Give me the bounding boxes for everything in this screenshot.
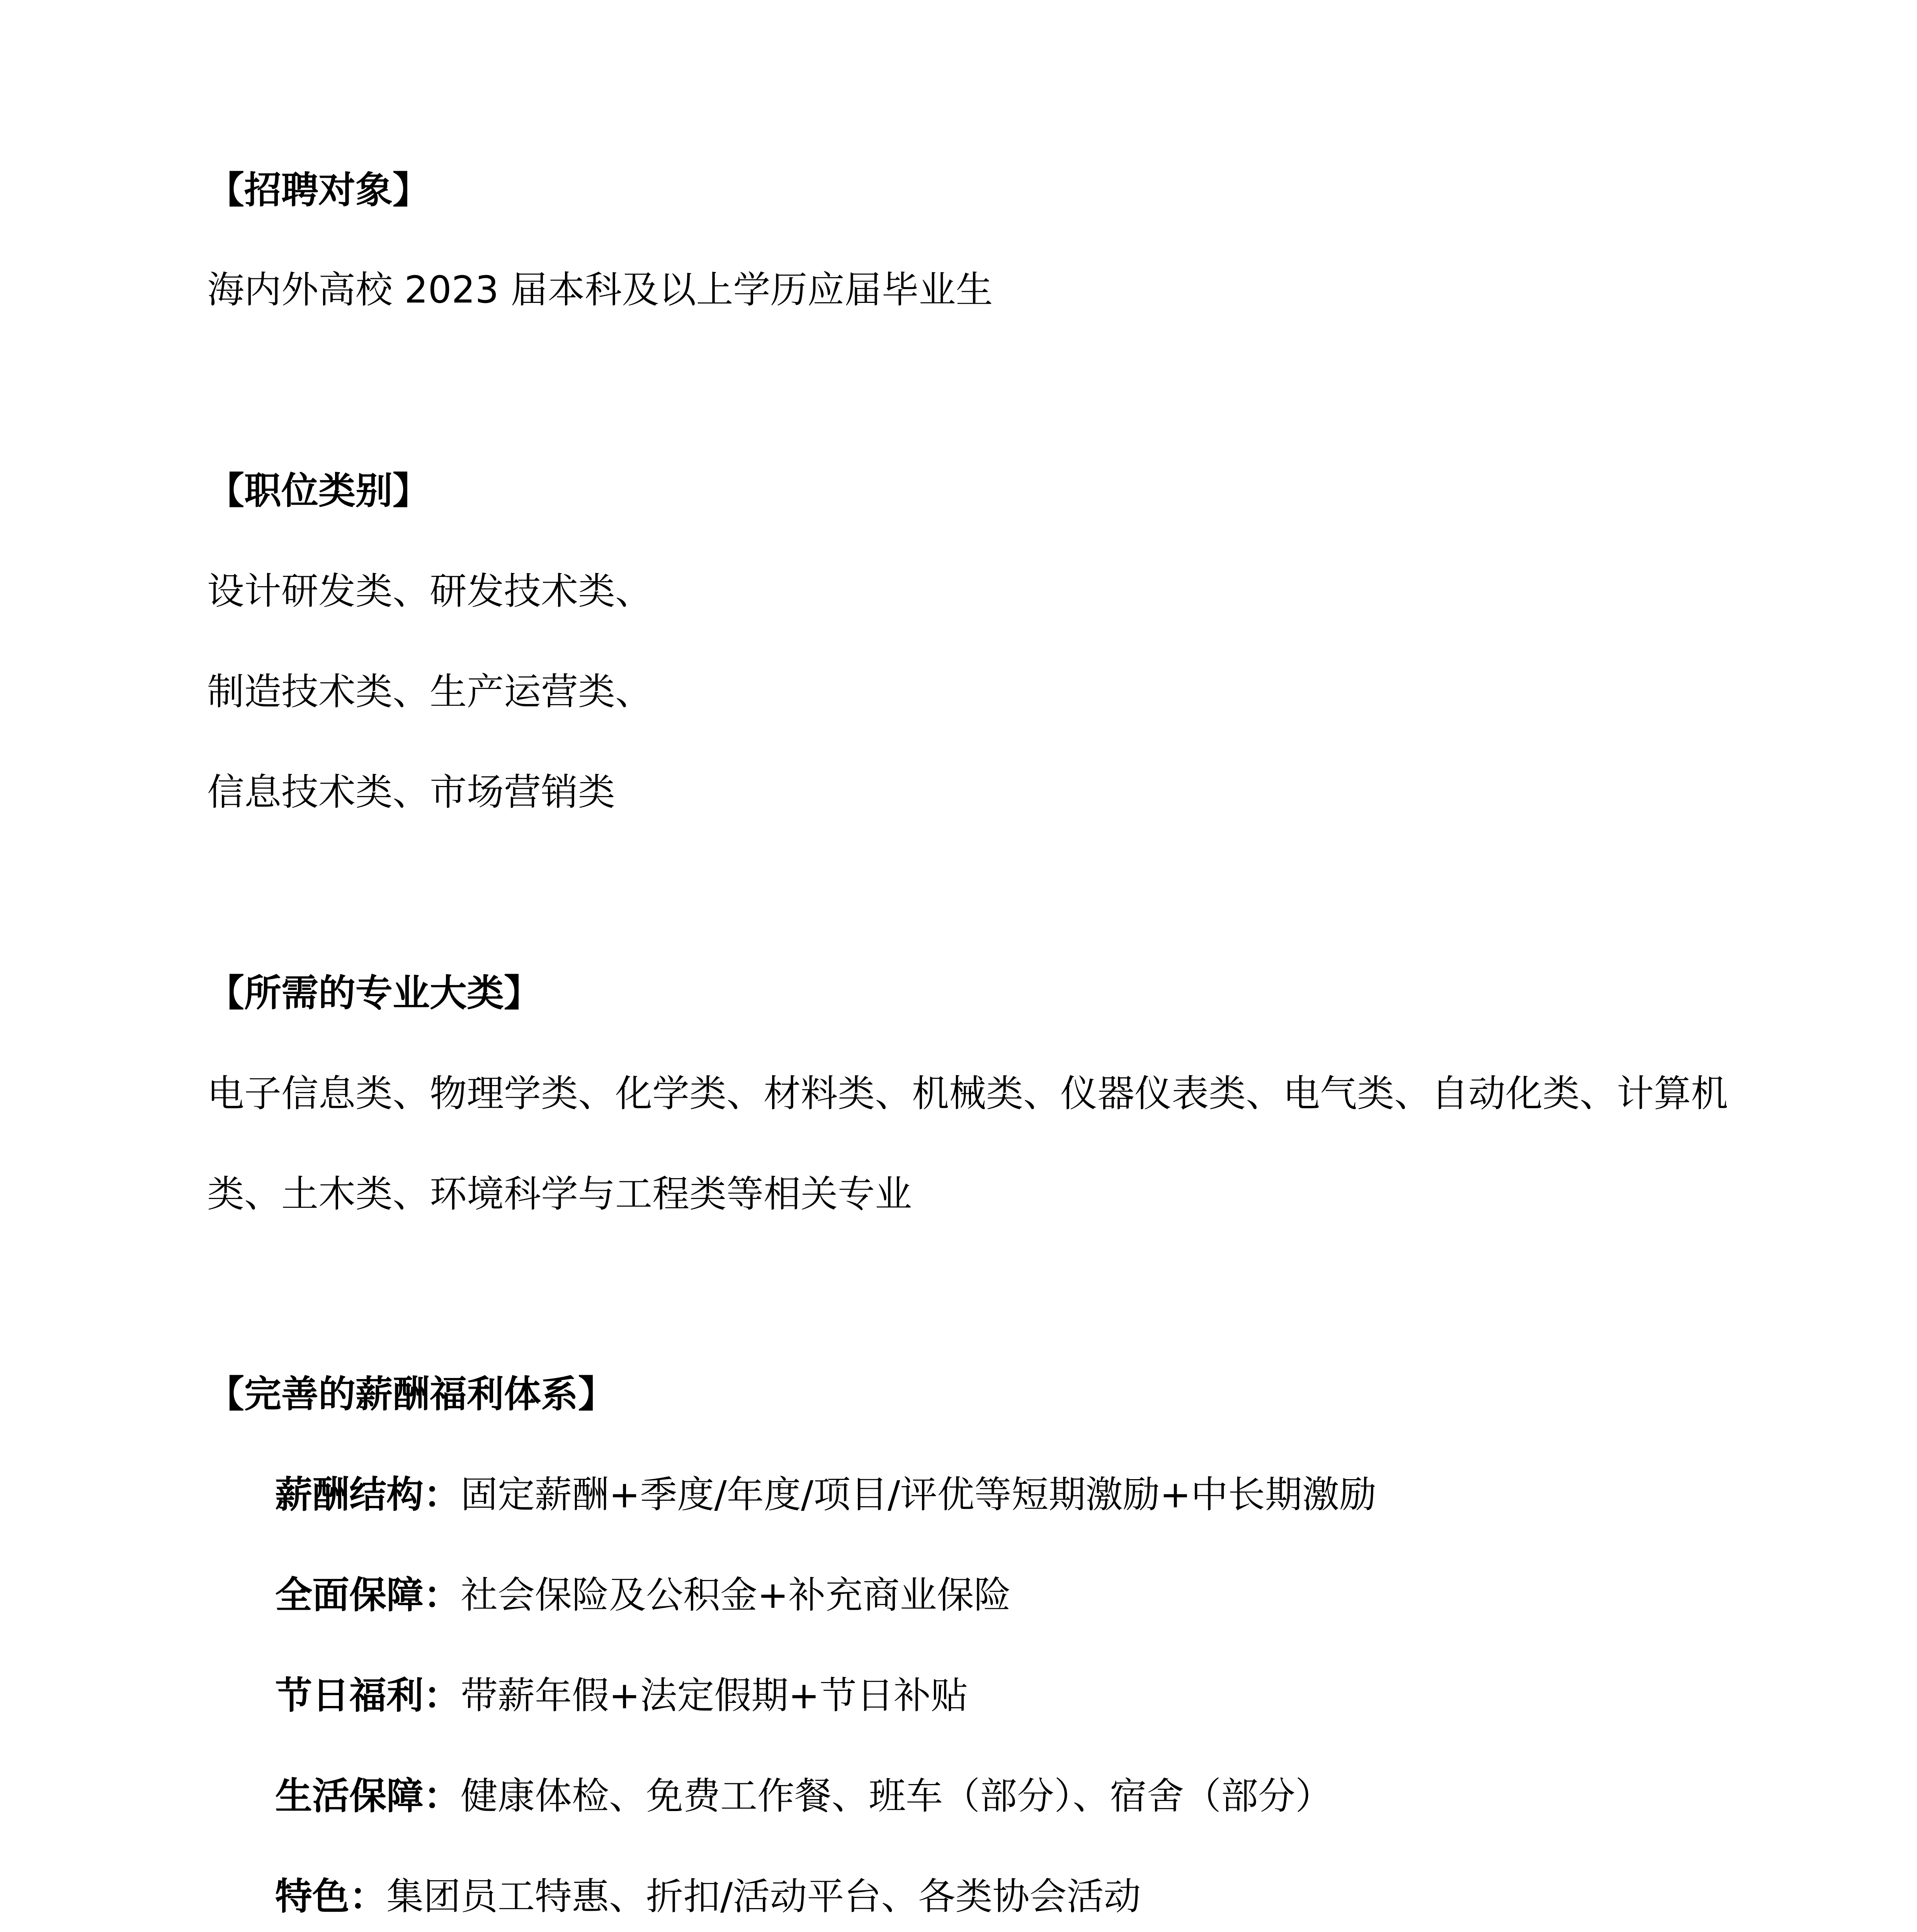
job-categories-line-3: 信息技术类、市场营销类	[207, 770, 615, 814]
benefit-text: 健康体检、免费工作餐、班车（部分）、宿舍（部分）	[461, 1774, 1332, 1818]
recruit-target-text: 海内外高校 2023 届本科及以上学历应届毕业生	[207, 268, 993, 311]
benefit-text: 集团员工特惠、折扣/活动平台、各类协会活动	[386, 1875, 1141, 1918]
benefit-label: 生活保障：	[275, 1774, 461, 1818]
benefit-label: 薪酬结构：	[275, 1473, 461, 1516]
benefit-item	[275, 1672, 968, 1719]
job-categories-heading: 【职位类别】	[207, 469, 430, 512]
benefit-item	[275, 1773, 1332, 1819]
benefit-label: 全面保障：	[275, 1573, 461, 1617]
majors-line-1: 电子信息类、物理学类、化学类、材料类、机械类、仪器仪表类、电气类、自动化类、计算机	[207, 1072, 1728, 1115]
benefit-item	[275, 1572, 1011, 1618]
benefit-text: 带薪年假+法定假期+节日补贴	[461, 1674, 968, 1717]
benefit-label: 特色：	[275, 1875, 386, 1918]
benefits-heading: 【完善的薪酬福利体系】	[207, 1372, 615, 1416]
benefit-label: 节日福利：	[275, 1674, 461, 1717]
benefit-item	[275, 1471, 1376, 1518]
job-categories-line-1: 设计研发类、研发技术类、	[207, 570, 652, 613]
benefit-text: 固定薪酬+季度/年度/项目/评优等短期激励+中长期激励	[461, 1473, 1376, 1516]
majors-line-2: 类、土木类、环境科学与工程类等相关专业	[207, 1172, 912, 1216]
benefit-item	[275, 1873, 1141, 1920]
job-categories-line-2: 制造技术类、生产运营类、	[207, 670, 652, 713]
benefit-text: 社会保险及公积金+补充商业保险	[461, 1573, 1011, 1617]
recruit-target-heading: 【招聘对象】	[207, 168, 430, 212]
majors-heading: 【所需的专业大类】	[207, 971, 541, 1015]
